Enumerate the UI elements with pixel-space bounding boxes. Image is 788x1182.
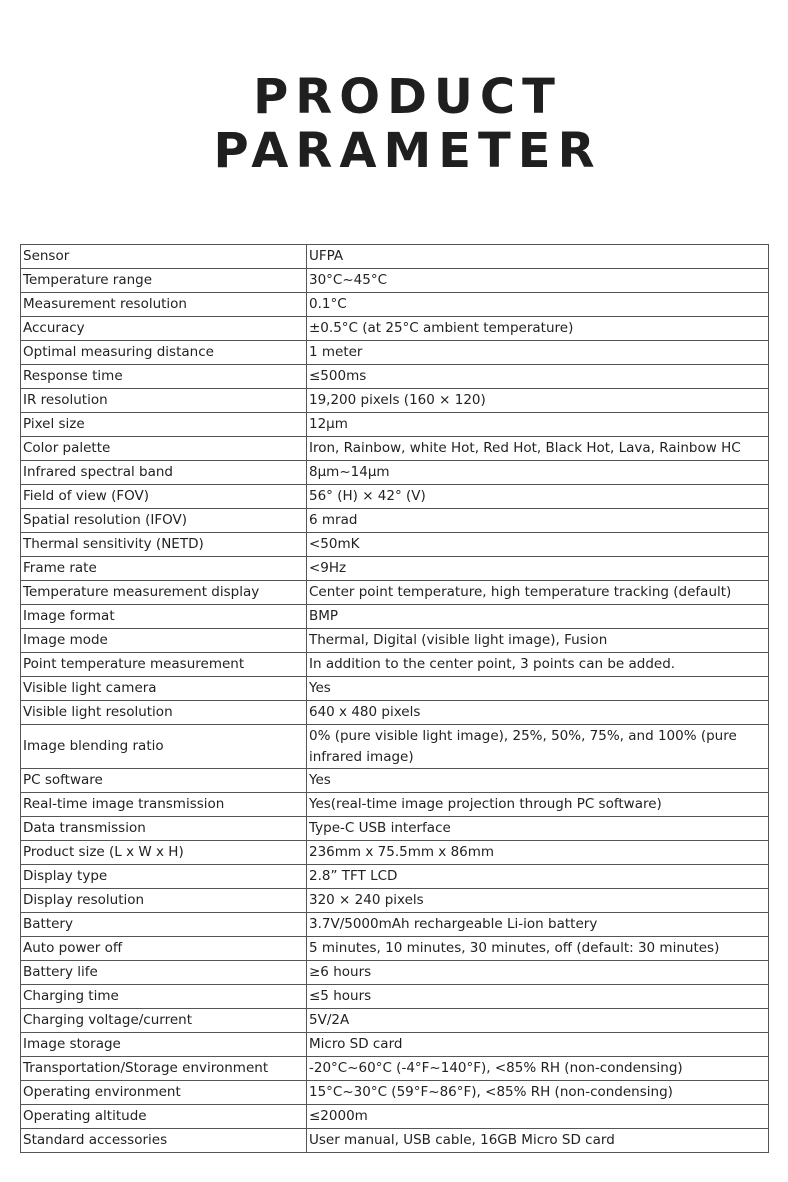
parameter-value: 320 × 240 pixels: [307, 889, 769, 913]
parameter-label: Operating environment: [21, 1081, 307, 1105]
table-row: [21, 865, 769, 889]
table-row: [21, 245, 769, 269]
parameter-label: Standard accessories: [21, 1129, 307, 1153]
table-row: [21, 341, 769, 365]
parameter-value: 1 meter: [307, 341, 769, 365]
table-row: [21, 817, 769, 841]
parameter-label: Auto power off: [21, 937, 307, 961]
table-row: [21, 581, 769, 605]
parameter-label: Battery: [21, 913, 307, 937]
table-row: [21, 985, 769, 1009]
parameter-value: 236mm x 75.5mm x 86mm: [307, 841, 769, 865]
table-row: [21, 365, 769, 389]
parameter-label: Battery life: [21, 961, 307, 985]
table-row: [21, 509, 769, 533]
parameter-value: UFPA: [307, 245, 769, 269]
parameter-value: Center point temperature, high temperature tracking (default): [307, 581, 769, 605]
table-row: [21, 937, 769, 961]
parameter-value: Type-C USB interface: [307, 817, 769, 841]
parameter-label: Operating altitude: [21, 1105, 307, 1129]
table-row: [21, 605, 769, 629]
parameter-value: 6 mrad: [307, 509, 769, 533]
parameter-label: IR resolution: [21, 389, 307, 413]
parameter-value: -20°C~60°C (-4°F~140°F), <85% RH (non-condensing): [307, 1057, 769, 1081]
parameter-table-body: [21, 245, 769, 1153]
table-row: [21, 461, 769, 485]
table-row: [21, 653, 769, 677]
parameter-label: Field of view (FOV): [21, 485, 307, 509]
parameter-label: Optimal measuring distance: [21, 341, 307, 365]
parameter-label: Temperature range: [21, 269, 307, 293]
parameter-value: Iron, Rainbow, white Hot, Red Hot, Black Hot, Lava, Rainbow HC: [307, 437, 769, 461]
parameter-label: Measurement resolution: [21, 293, 307, 317]
parameter-value: BMP: [307, 605, 769, 629]
parameter-label: Image format: [21, 605, 307, 629]
title-line-1: PRODUCT: [253, 69, 562, 125]
parameter-value: ≥6 hours: [307, 961, 769, 985]
table-row: [21, 317, 769, 341]
parameter-value: 19,200 pixels (160 × 120): [307, 389, 769, 413]
table-row: [21, 485, 769, 509]
table-row: [21, 389, 769, 413]
parameter-value: <9Hz: [307, 557, 769, 581]
parameter-table: [20, 244, 769, 1153]
parameter-value: 3.7V/5000mAh rechargeable Li-ion battery: [307, 913, 769, 937]
parameter-label: Temperature measurement display: [21, 581, 307, 605]
parameter-label: Spatial resolution (IFOV): [21, 509, 307, 533]
parameter-label: Image mode: [21, 629, 307, 653]
parameter-label: Color palette: [21, 437, 307, 461]
parameter-label: Infrared spectral band: [21, 461, 307, 485]
parameter-value: ±0.5°C (at 25°C ambient temperature): [307, 317, 769, 341]
table-row: [21, 293, 769, 317]
table-row: [21, 1033, 769, 1057]
parameter-label: Display type: [21, 865, 307, 889]
parameter-value: 640 x 480 pixels: [307, 701, 769, 725]
parameter-value: 8μm~14μm: [307, 461, 769, 485]
parameter-label: Response time: [21, 365, 307, 389]
table-row: [21, 769, 769, 793]
table-row: [21, 1057, 769, 1081]
parameter-label: Display resolution: [21, 889, 307, 913]
table-row: [21, 793, 769, 817]
table-row: [21, 1009, 769, 1033]
table-row: [21, 1129, 769, 1153]
parameter-label: Product size (L x W x H): [21, 841, 307, 865]
parameter-value: 0% (pure visible light image), 25%, 50%, 75%, and 100% (pure infrared image): [307, 725, 769, 769]
parameter-value: Thermal, Digital (visible light image), Fusion: [307, 629, 769, 653]
parameter-value: 12μm: [307, 413, 769, 437]
parameter-value: Micro SD card: [307, 1033, 769, 1057]
table-row: [21, 889, 769, 913]
parameter-label: Pixel size: [21, 413, 307, 437]
parameter-label: Frame rate: [21, 557, 307, 581]
parameter-value: Yes: [307, 769, 769, 793]
table-row: [21, 533, 769, 557]
parameter-value: 5V/2A: [307, 1009, 769, 1033]
parameter-label: Real-time image transmission: [21, 793, 307, 817]
parameter-label: Transportation/Storage environment: [21, 1057, 307, 1081]
parameter-label: Visible light resolution: [21, 701, 307, 725]
parameter-label: Charging time: [21, 985, 307, 1009]
parameter-value: 30°C~45°C: [307, 269, 769, 293]
parameter-label: Point temperature measurement: [21, 653, 307, 677]
parameter-label: Image storage: [21, 1033, 307, 1057]
parameter-value: 0.1°C: [307, 293, 769, 317]
table-row: [21, 269, 769, 293]
parameter-value: Yes(real-time image projection through PC software): [307, 793, 769, 817]
parameter-label: PC software: [21, 769, 307, 793]
table-row: [21, 437, 769, 461]
parameter-value: 15°C~30°C (59°F~86°F), <85% RH (non-condensing): [307, 1081, 769, 1105]
parameter-label: Image blending ratio: [21, 725, 307, 769]
table-row: [21, 841, 769, 865]
table-row: [21, 1105, 769, 1129]
parameter-label: Accuracy: [21, 317, 307, 341]
table-row: [21, 629, 769, 653]
table-row: [21, 1081, 769, 1105]
parameter-label: Thermal sensitivity (NETD): [21, 533, 307, 557]
parameter-value: Yes: [307, 677, 769, 701]
table-row: [21, 961, 769, 985]
parameter-value: ≤2000m: [307, 1105, 769, 1129]
page-title: [0, 70, 788, 178]
table-row: [21, 701, 769, 725]
parameter-label: Sensor: [21, 245, 307, 269]
parameter-value: <50mK: [307, 533, 769, 557]
parameter-value: 56° (H) × 42° (V): [307, 485, 769, 509]
parameter-value: 5 minutes, 10 minutes, 30 minutes, off (default: 30 minutes): [307, 937, 769, 961]
parameter-value: ≤5 hours: [307, 985, 769, 1009]
table-row: [21, 677, 769, 701]
parameter-label: Data transmission: [21, 817, 307, 841]
table-row: [21, 913, 769, 937]
table-row: [21, 557, 769, 581]
parameter-value: 2.8” TFT LCD: [307, 865, 769, 889]
table-row: [21, 413, 769, 437]
parameter-value: In addition to the center point, 3 points can be added.: [307, 653, 769, 677]
parameter-label: Visible light camera: [21, 677, 307, 701]
table-row: [21, 725, 769, 769]
parameter-label: Charging voltage/current: [21, 1009, 307, 1033]
parameter-value: ≤500ms: [307, 365, 769, 389]
parameter-value: User manual, USB cable, 16GB Micro SD card: [307, 1129, 769, 1153]
title-line-2: PARAMETER: [213, 123, 602, 179]
